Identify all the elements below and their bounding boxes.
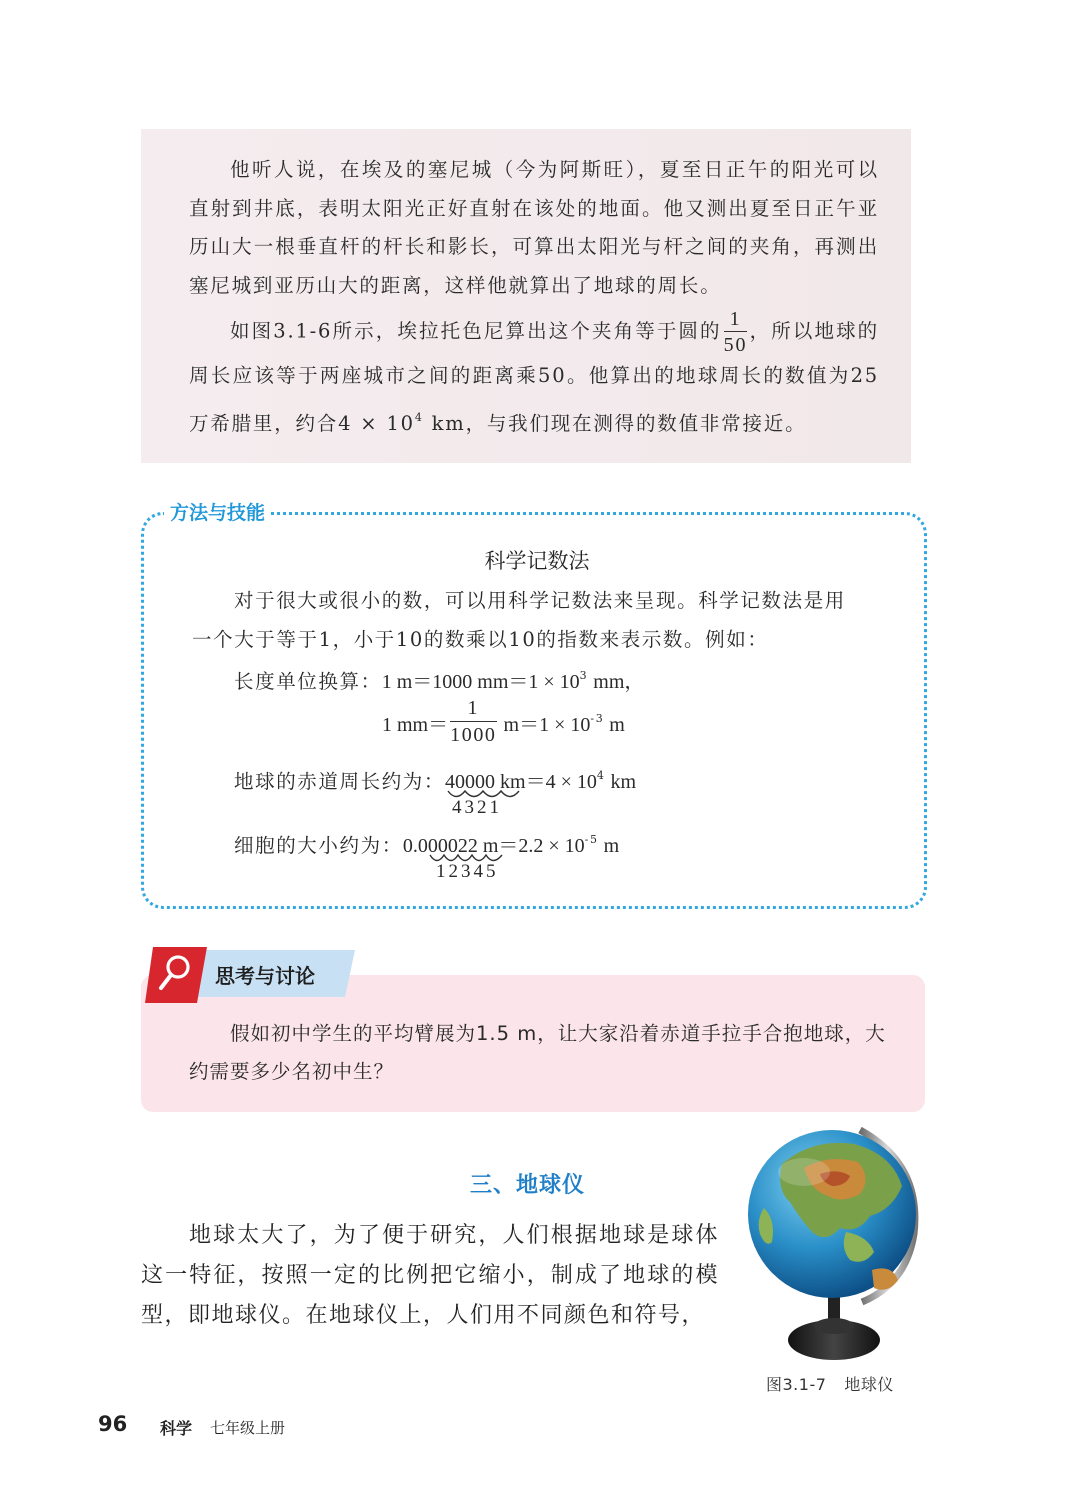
book-grade: 七年级上册 — [210, 1419, 286, 1437]
story-p2-text-a: 如图3.1-6所示，埃拉托色尼算出这个夹角等于圆的 — [230, 319, 722, 343]
example-3-exponent: 4 — [596, 769, 606, 782]
fraction-denominator: 50 — [723, 334, 748, 356]
example-3-label: 地球的赤道周长约为： — [234, 770, 446, 793]
example-4-exponent: -5 — [584, 833, 599, 846]
example-4-math: 0.000022 m＝2.2 × 10 — [402, 835, 585, 857]
example-1-math: 1 m＝1000 mm＝1 × 10 — [381, 671, 580, 693]
example-1-exponent: 3 — [579, 669, 589, 682]
discussion-text: 假如初中学生的平均臂展为1.5 m，让大家沿着赤道手拉手合抱地球，大约需要多少名初中生？ — [189, 1022, 886, 1083]
section-paragraph: 地球太大了，为了便于研究，人们根据地球是球体这一特征，按照一定的比例把它缩小，制成了地球的模型，即地球仪。在地球仪上，人们用不同颜色和符号， — [141, 1223, 719, 1328]
section-title: 三、地球仪 — [470, 1173, 586, 1198]
example-2-right: m＝1 × 10 — [498, 714, 591, 736]
fraction-denominator: 1000 — [450, 724, 497, 746]
example-earth-circumference — [234, 765, 636, 794]
example-4-label: 细胞的大小约为： — [234, 834, 403, 857]
story-p2-text-c: km，与我们现在测得的数值非常接近。 — [423, 412, 807, 435]
method-skill-box — [141, 502, 927, 909]
decimal-count-labels: 12345 — [436, 861, 499, 882]
page-number: 96 — [98, 1412, 128, 1436]
example-2-left: 1 mm＝ — [382, 714, 449, 736]
example-3-tail: km — [605, 771, 637, 793]
story-p2-text-b: ，所以地球的周长应该等于两座城市之间的距离乘50。他算出的地球周长的数值为25万希腊里，约合4 × 10 — [189, 319, 879, 435]
example-2-tail: m — [604, 714, 625, 736]
example-length-conversion — [234, 665, 644, 694]
method-title: 科学记数法 — [484, 549, 590, 573]
method-intro-line-1: 对于很大或很小的数，可以用科学记数法来呈现。科学记数法是用 — [234, 589, 846, 612]
fraction-numerator: 1 — [450, 698, 496, 722]
figure-caption — [766, 1372, 894, 1395]
magnifier-icon — [156, 952, 196, 994]
example-3-math: 40000 km＝4 × 10 — [445, 771, 597, 793]
fraction-numerator: 1 — [724, 309, 748, 332]
book-title: 科学 — [160, 1419, 193, 1438]
method-skill-tag: 方法与技能 — [164, 498, 271, 525]
story-paragraph-1: 他听人说，在埃及的塞尼城（今为阿斯旺），夏至日正午的阳光可以直射到井底，表明太阳光正好直射在该处的地面。他又测出夏至日正午亚历山大一根垂直杆的杆长和影长，可算出太阳光与杆之间的夹角，再测出塞尼城到亚历山大的距离，这样他就算出了地球的周长。 — [189, 158, 879, 297]
fraction-one-thousandth — [450, 698, 496, 745]
figure-caption-text: 地球仪 — [844, 1375, 894, 1394]
example-4-tail: m — [598, 835, 620, 857]
example-1-label: 长度单位换算： — [234, 670, 382, 693]
story-box — [141, 129, 911, 463]
example-1-tail: mm， — [588, 671, 645, 693]
digit-count-labels: 4321 — [452, 797, 502, 818]
example-mm-conversion — [382, 698, 625, 745]
globe-image — [742, 1124, 922, 1366]
figure-label: 图3.1-7 — [766, 1375, 827, 1394]
example-cell-size — [234, 829, 619, 858]
story-paragraph-2 — [189, 309, 879, 445]
example-2-exponent: -3 — [590, 712, 605, 725]
fraction-one-fiftieth — [724, 309, 748, 355]
method-intro-line-2: 一个大于等于1，小于10的数乘以10的指数来表示数。例如： — [192, 628, 769, 651]
exponent: 4 — [414, 411, 424, 424]
discussion-title: 思考与讨论 — [215, 964, 315, 988]
